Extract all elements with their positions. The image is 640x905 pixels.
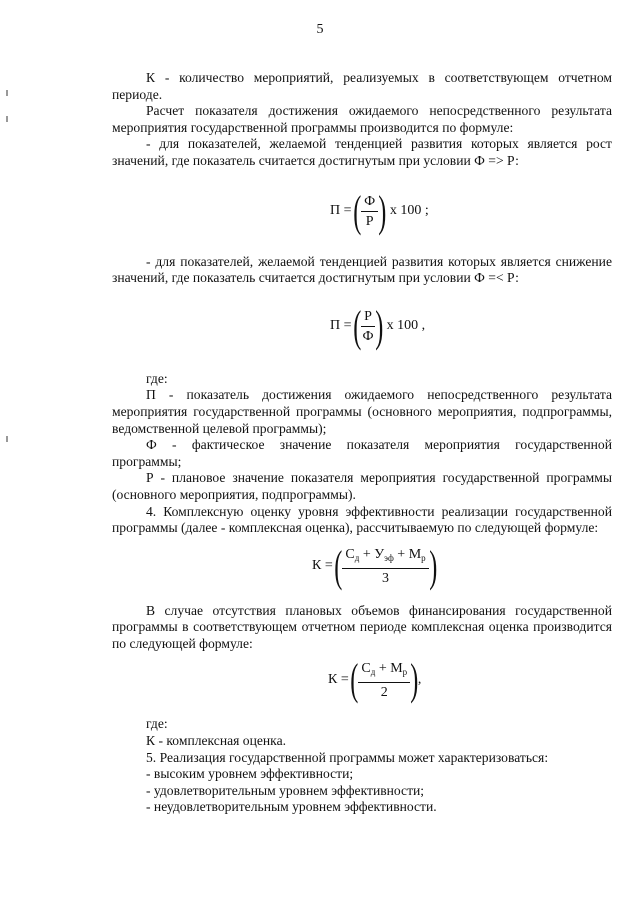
paragraph: П - показатель достижения ожидаемого непосредственного результата мероприятия государственной программы (основного мероприятия, подпрограммы, ведомственной целевой программы); — [112, 387, 612, 436]
margin-mark — [6, 90, 8, 96]
margin-mark — [6, 116, 8, 122]
formula-lhs: К = — [312, 558, 333, 574]
formula-numerator: Р — [361, 309, 375, 327]
paragraph: где: — [146, 370, 168, 386]
list-item: - высоким уровнем эффективности; — [146, 766, 354, 782]
formula-lhs: К = — [328, 672, 349, 688]
formula-4: К = ( $\frac{С_д + М_р}{2}$ ) , — [328, 655, 422, 705]
formula-rhs: х 100 ; — [389, 203, 429, 219]
paragraph: где: — [146, 716, 168, 732]
formula-numerator: $С_д + У_{эф} + М_р$ — [342, 547, 428, 569]
formula-rhs: х 100 , — [386, 318, 426, 334]
formula-denominator: Р — [365, 214, 374, 230]
paragraph: - для показателей, желаемой тенденцией развития которых является рост значений, где показатель считается достигнутым при условии Ф => Р: — [112, 136, 612, 168]
formula-rhs: , — [417, 672, 422, 688]
paragraph: К - количество мероприятий, реализуемых в соответствующем отчетном периоде. — [112, 70, 612, 102]
paragraph: Р - плановое значение показателя мероприятия государственной программы (основного мероприятия, подпрограммы). — [112, 470, 612, 502]
list-item: - удовлетворительным уровнем эффективности; — [146, 782, 425, 798]
paragraph: Расчет показателя достижения ожидаемого непосредственного результата мероприятия государственной программы производится по формуле: — [112, 103, 612, 135]
paragraph: 5. Реализация государственной программы может характеризоваться: — [146, 749, 549, 765]
paragraph: - для показателей, желаемой тенденцией развития которых является снижение значений, где показатель считается достигнутым при условии Ф =< Р: — [112, 253, 612, 286]
formula-denominator: 3 — [382, 571, 390, 587]
paragraph: 4. Комплексную оценку уровня эффективности реализации государственной программы (далее - комплексная оценка), рассчитываемую по следующей формуле: — [112, 503, 612, 536]
formula-lhs: П = — [330, 203, 352, 219]
formula-2: П = ( $\frac{Р}{Ф}$ ) х 100 , — [330, 301, 426, 351]
formula-3: К = ( $\frac{С_д + У_{эф} + М_р}{3}$ ) — [312, 541, 437, 591]
formula-numerator: $С_д + М_р$ — [358, 661, 410, 683]
document-body — [112, 70, 612, 816]
formula-numerator: Ф — [361, 194, 378, 212]
margin-mark — [6, 436, 8, 442]
page-number: 5 — [316, 22, 324, 37]
paragraph: Ф - фактическое значение показателя мероприятия государственной программы; — [112, 437, 612, 469]
list-item: - неудовлетворительным уровнем эффективности. — [146, 799, 437, 815]
formula-1: П = ( $\frac{Ф}{Р}$ ) х 100 ; — [330, 186, 429, 236]
formula-denominator: Ф — [362, 329, 374, 345]
formula-denominator: 2 — [380, 684, 388, 700]
paragraph: К - комплексная оценка. — [146, 733, 287, 749]
paragraph: В случае отсутствия плановых объемов финансирования государственной программы в соответствующем отчетном периоде комплексная оценка производится по следующей формуле: — [112, 602, 612, 651]
formula-lhs: П = — [330, 318, 352, 334]
